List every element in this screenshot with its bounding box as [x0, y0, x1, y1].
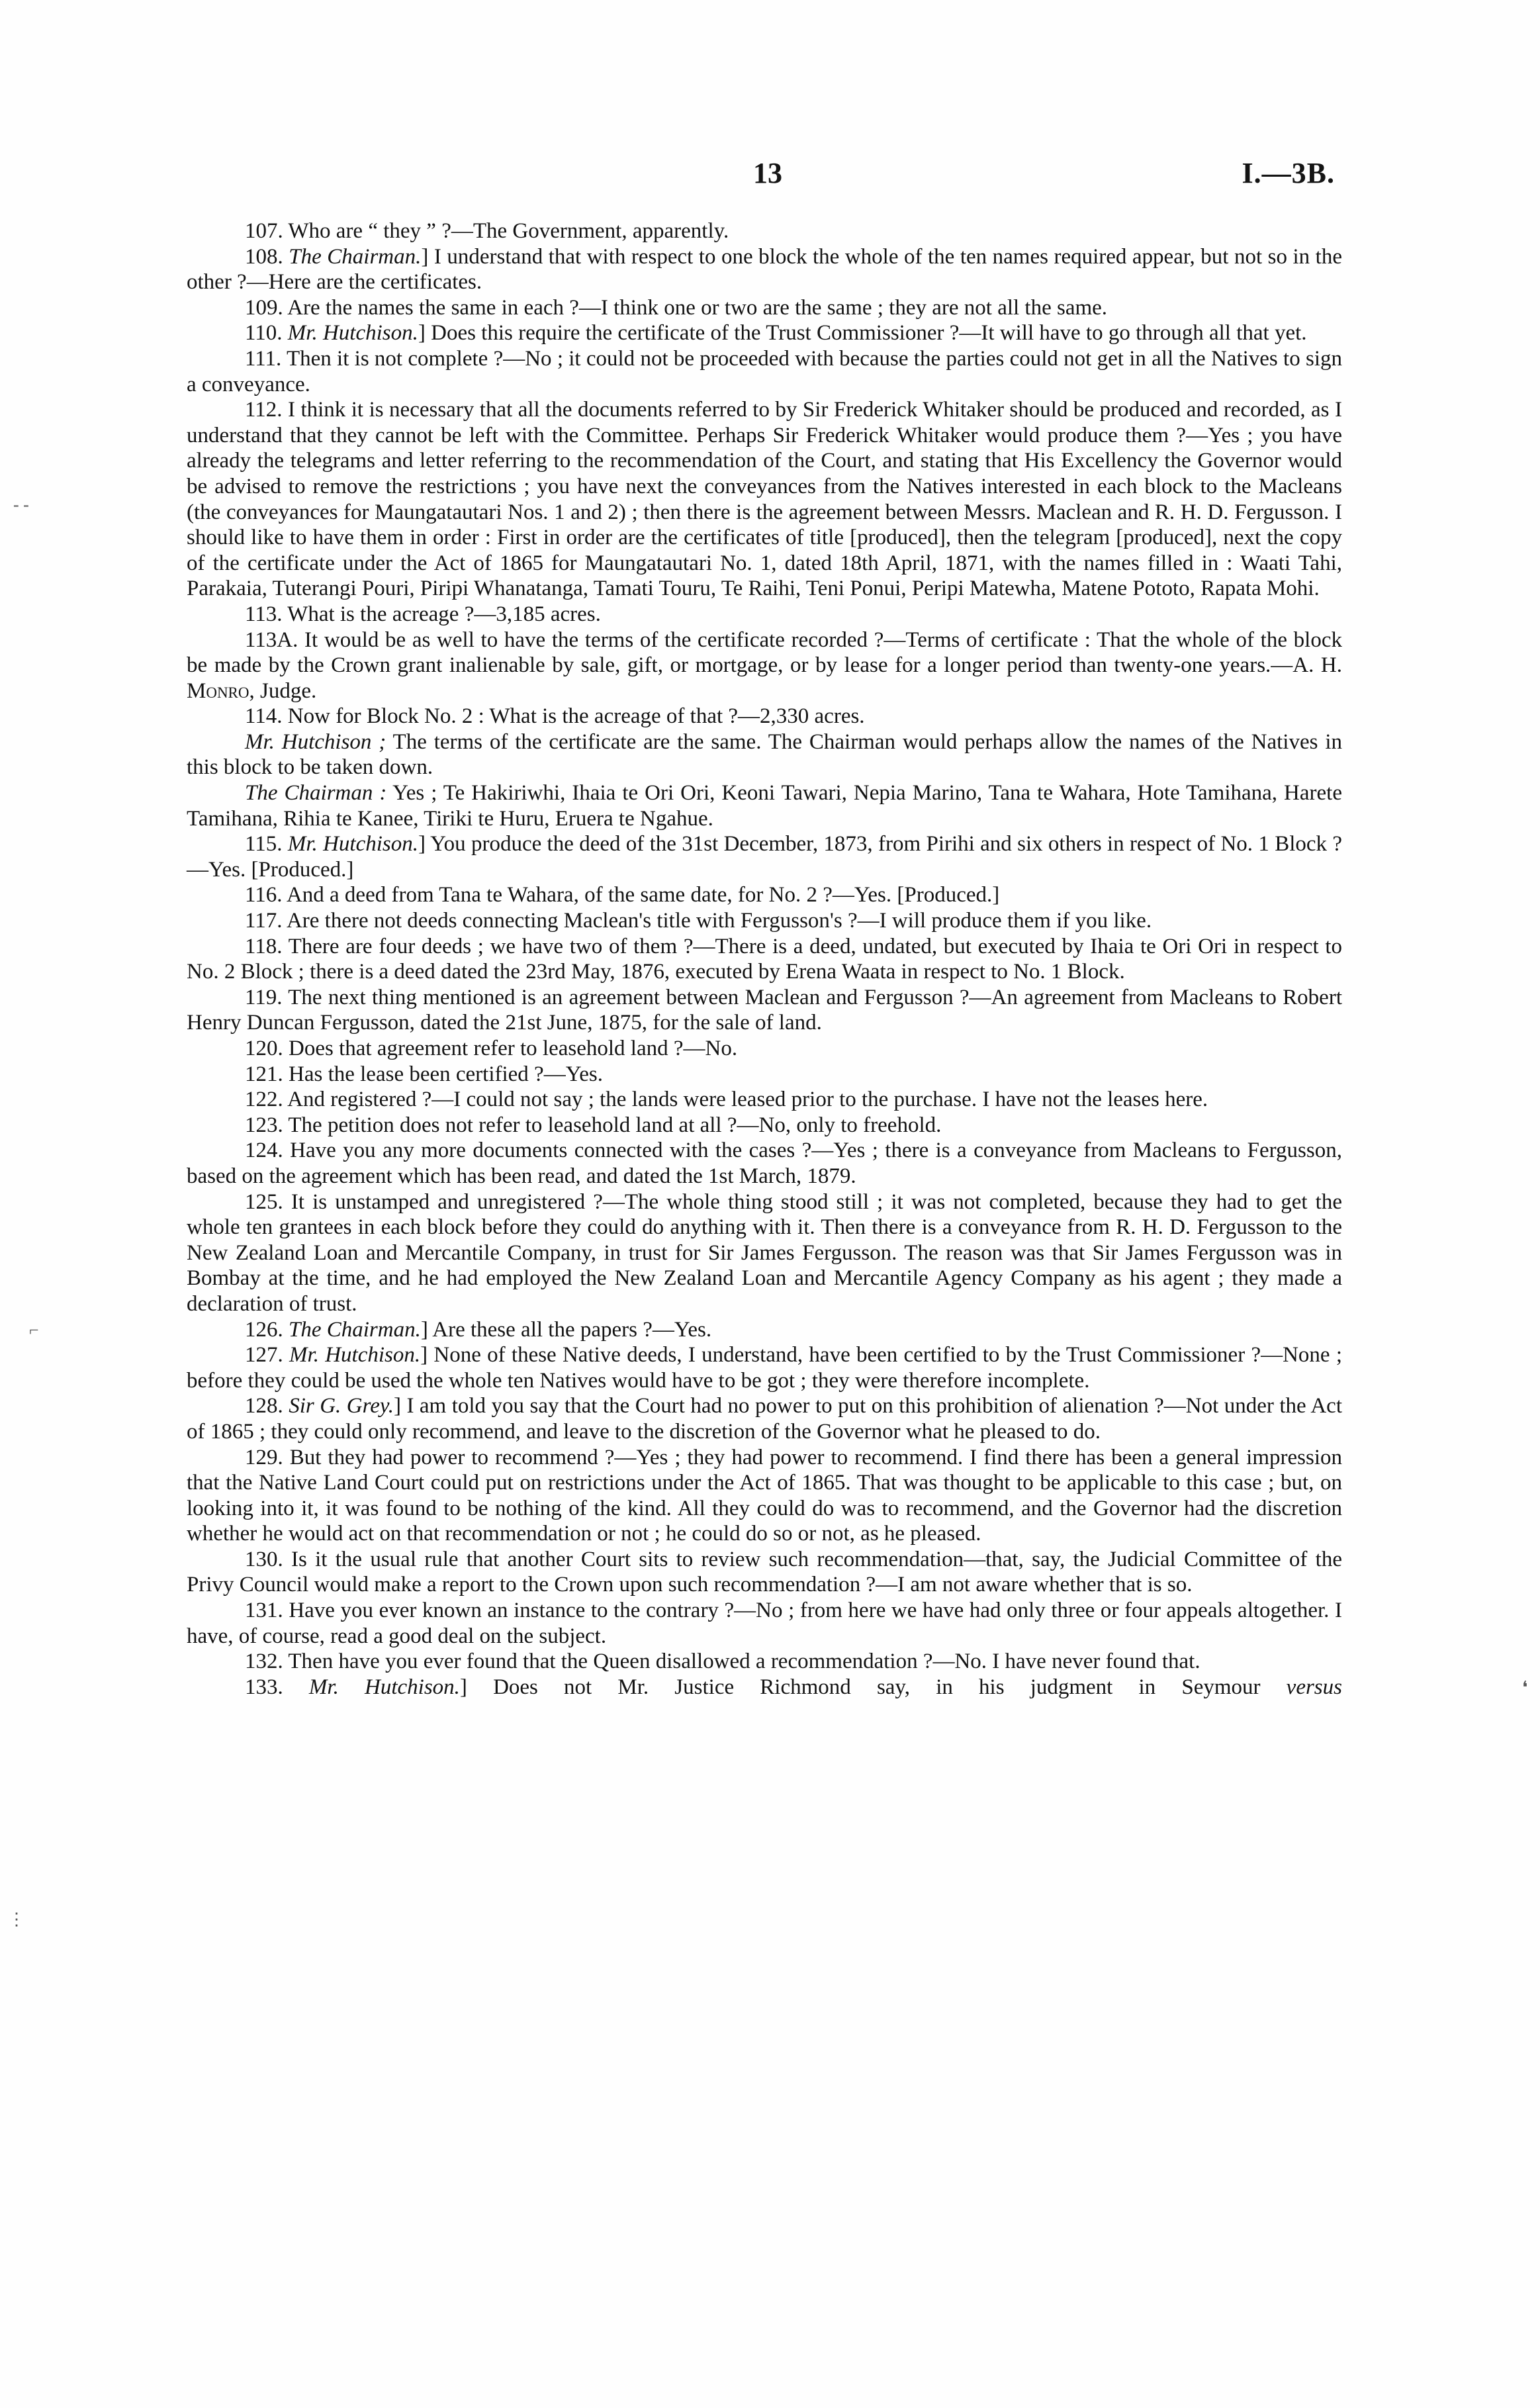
paragraph: [187, 831, 1342, 882]
paragraph-text: 113. What is the acreage ?—3,185 acres.: [245, 602, 601, 626]
paragraph-text: 131. Have you ever known an instance to the contrary ?—No ; from here we have had only three or four appeals altogether. I have, of course, read a good deal on the subject.: [187, 1598, 1342, 1648]
paragraph-text: ] Does not Mr. Justice Richmond say, in his judgment in Seymour: [459, 1675, 1287, 1699]
speaker-italic: Mr. Hutchison.: [287, 832, 419, 857]
speaker-italic: The Chairman :: [245, 781, 387, 806]
paragraph: [187, 780, 1342, 831]
paragraph-text: 107. Who are “ they ” ?—The Government, apparently.: [245, 219, 729, 243]
margin-mark: ⌐: [29, 1320, 39, 1340]
paragraph: [187, 985, 1342, 1036]
paragraph-text: The terms of the certificate are the same. The Chairman would perhaps allow the names of the Natives in this block to be taken down.: [187, 729, 1342, 780]
paragraph: [187, 218, 1342, 244]
speaker-italic: The Chairman.: [289, 1317, 421, 1342]
speaker-italic: versus: [1286, 1675, 1342, 1699]
paragraph-text: 123. The petition does not refer to leasehold land at all ?—No, only to freehold.: [245, 1113, 942, 1137]
speaker-italic: Mr. Hutchison.: [308, 1675, 460, 1699]
paragraph-text: 129. But they had power to recommend ?—Yes ; they had power to recommend. I find there has been a general impression that the Native Land Court could put on restrictions under the Act of 1865. That was thought to be applicable to this case ; but, on looking into it, it was found to be nothing of the kind. All they could do was to recommend, and the Governor had the discretion whether he would act on that recommendation or not ; he could do so or not, as he pleased.: [187, 1445, 1342, 1546]
paragraph: [187, 882, 1342, 908]
paragraph: [187, 1547, 1342, 1598]
speaker-italic: Mr. Hutchison.: [287, 321, 418, 346]
paragraph-text: 121. Has the lease been certified ?—Yes.: [245, 1062, 603, 1086]
paragraph: [187, 1087, 1342, 1113]
paragraph: [187, 934, 1342, 985]
paragraph-text: 109. Are the names the same in each ?—I think one or two are the same ; they are not all the same.: [245, 295, 1108, 320]
paragraph: [187, 1649, 1342, 1675]
paragraph-text: ] I understand that with respect to one block the whole of the ten names required appear, but not so in the other ?—Here are the certificates.: [187, 244, 1342, 295]
paragraph: [187, 1445, 1342, 1547]
paragraph-text: ] You produce the deed of the 31st December, 1873, from Pirihi and six others in respect of No. 1 Block ?—Yes. [Produced.]: [187, 832, 1342, 882]
paragraph-text: 126.: [245, 1317, 289, 1342]
paragraph: [187, 295, 1342, 321]
paragraph: [187, 1598, 1342, 1649]
speaker-italic: Mr. Hutchison.: [289, 1343, 421, 1367]
paragraph-text: 114. Now for Block No. 2 : What is the acreage of that ?—2,330 acres.: [245, 704, 865, 729]
paragraph: [187, 1342, 1342, 1393]
paragraph: [187, 1675, 1342, 1700]
paragraph: [187, 320, 1342, 346]
margin-mark: ❛: [1522, 1678, 1528, 1697]
paragraph: [187, 346, 1342, 397]
paragraph-text: 124. Have you any more documents connected with the cases ?—Yes ; there is a conveyance from Macleans to Fergusson, based on the agreement which has been read, and dated the 1st March, 1879.: [187, 1138, 1342, 1188]
paragraph-text: , Judge.: [249, 678, 317, 703]
paragraph: [187, 1393, 1342, 1444]
paragraph-text: 119. The next thing mentioned is an agreement between Maclean and Fergusson ?—An agreement from Macleans to Robert Henry Duncan Fergusson, dated the 21st June, 1875, for the sale of land.: [187, 985, 1342, 1035]
paragraph-text: ] Are these all the papers ?—Yes.: [420, 1317, 712, 1342]
paragraph-text: 132. Then have you ever found that the Queen disallowed a recommendation ?—No. I have never found that.: [245, 1649, 1200, 1674]
paragraph-text: 133.: [245, 1675, 309, 1699]
paragraph-text: 122. And registered ?—I could not say ; the lands were leased prior to the purchase. I have not the leases here.: [245, 1088, 1208, 1112]
paragraph-text: 128.: [245, 1394, 289, 1418]
paragraph: [187, 397, 1342, 602]
paragraph-text: 115.: [245, 832, 288, 857]
paragraph-text: 112. I think it is necessary that all the documents referred to by Sir Frederick Whitaker should be produced and recorded, as I understand that they cannot be left with the Committee. Perhaps Sir Frederick Whitaker would produce them ?—Yes ; you have already the telegrams and letter referring to the recommendation of the Court, and stating that His Excellency the Governor would be advised to remove the restrictions ; you have next the conveyances from the Natives interested in each block to the Macleans (the conveyances for Maungatautari Nos. 1 and 2) ; then there is the agreement between Messrs. Maclean and R. H. D. Fergusson. I should like to have them in order : First in order are the certificates of title [produced], then the telegram [produced], next the copy of the certificate under the Act of 1865 for Maungatautari No. 1, dated 18th April, 1871, with the names filled in : Waati Tahi, Parakaia, Tuterangi Pouri, Piripi Whanatanga, Tamati Touru, Te Raihi, Teni Ponui, Peripi Matewha, Matene Pototo, Rapata Mohi.: [187, 398, 1342, 601]
paragraph: [187, 627, 1342, 704]
small-caps-name: Monro: [187, 678, 249, 703]
paragraph-text: 111. Then it is not complete ?—No ; it could not be proceeded with because the parties could not get in all the Natives to sign a conveyance.: [187, 346, 1342, 396]
paragraph-text: 110.: [245, 321, 288, 346]
paragraph-text: 127.: [245, 1343, 290, 1367]
paragraph-text: ] I am told you say that the Court had no power to put on this prohibition of alienation ?—Not under the Act of 1865 ; they could only recommend, and leave to the discretion of the Governor what he pleased to do.: [187, 1394, 1342, 1444]
margin-mark: - -: [13, 495, 29, 514]
paragraph-text: 116. And a deed from Tana te Wahara, of the same date, for No. 2 ?—Yes. [Produced.]: [245, 883, 1000, 907]
paragraph: [187, 729, 1342, 780]
speaker-italic: Sir G. Grey.: [289, 1394, 394, 1418]
paragraph: [187, 602, 1342, 627]
document-body: [187, 218, 1342, 1700]
paragraph: [187, 1036, 1342, 1062]
paragraph: [187, 1189, 1342, 1317]
paragraph: [187, 1317, 1342, 1343]
paragraph-text: Yes ; Te Hakiriwhi, Ihaia te Ori Ori, Keoni Tawari, Nepia Marino, Tana te Wahara, Hote Tamihana, Harete Tamihana, Rihia te Kanee, Tiriki te Huru, Eruera te Ngahue.: [187, 781, 1342, 831]
paragraph-text: 118. There are four deeds ; we have two of them ?—There is a deed, undated, but executed by Ihaia te Ori Ori in respect to No. 2 Block ; there is a deed dated the 23rd May, 1876, executed by Erena Waata in respect to No. 1 Block.: [187, 934, 1342, 984]
paragraph-text: 113A. It would be as well to have the terms of the certificate recorded ?—Terms of certificate : That the whole of the block be made by the Crown grant inalienable by sale, gift, or mortgage, or by lease for a longer period than twenty-one years.—A. H.: [187, 627, 1342, 678]
document-reference: I.—3B.: [1242, 157, 1335, 189]
paragraph-text: 108.: [245, 244, 289, 269]
paragraph-text: 130. Is it the usual rule that another Court sits to review such recommendation—that, say, the Judicial Committee of the Privy Council would make a report to the Crown upon such recommendation ?—I am not aware whether that is so.: [187, 1547, 1342, 1597]
paragraph-text: 125. It is unstamped and unregistered ?—The whole thing stood still ; it was not completed, because they had to get the whole ten grantees in each block before they could do anything with it. Then there is a conveyance from R. H. D. Fergusson to the New Zealand Loan and Mercantile Company, in trust for Sir James Fergusson. The reason was that Sir James Fergusson was in Bombay at the time, and he had employed the New Zealand Loan and Mercantile Agency Company as his agent ; they made a declaration of trust.: [187, 1189, 1342, 1316]
margin-mark: ⋮: [8, 1910, 25, 1929]
speaker-italic: Mr. Hutchison ;: [245, 729, 386, 754]
paragraph: [187, 244, 1342, 295]
paragraph: [187, 908, 1342, 934]
paragraph-text: ] None of these Native deeds, I understand, have been certified to by the Trust Commissioner ?—None ; before they could be used the whole ten Natives would have to be got ; they were therefore incomplete.: [187, 1343, 1343, 1393]
paragraph: [187, 1062, 1342, 1088]
paragraph-text: ] Does this require the certificate of the Trust Commissioner ?—It will have to go through all that yet.: [418, 321, 1307, 346]
paragraph-text: 120. Does that agreement refer to leasehold land ?—No.: [245, 1037, 738, 1060]
page-number: 13: [753, 157, 782, 189]
paragraph-text: 117. Are there not deeds connecting Maclean's title with Fergusson's ?—I will produce them if you like.: [245, 909, 1152, 933]
paragraph: [187, 704, 1342, 729]
speaker-italic: The Chairman.: [289, 244, 422, 269]
paragraph: [187, 1138, 1342, 1189]
paragraph: [187, 1113, 1342, 1138]
